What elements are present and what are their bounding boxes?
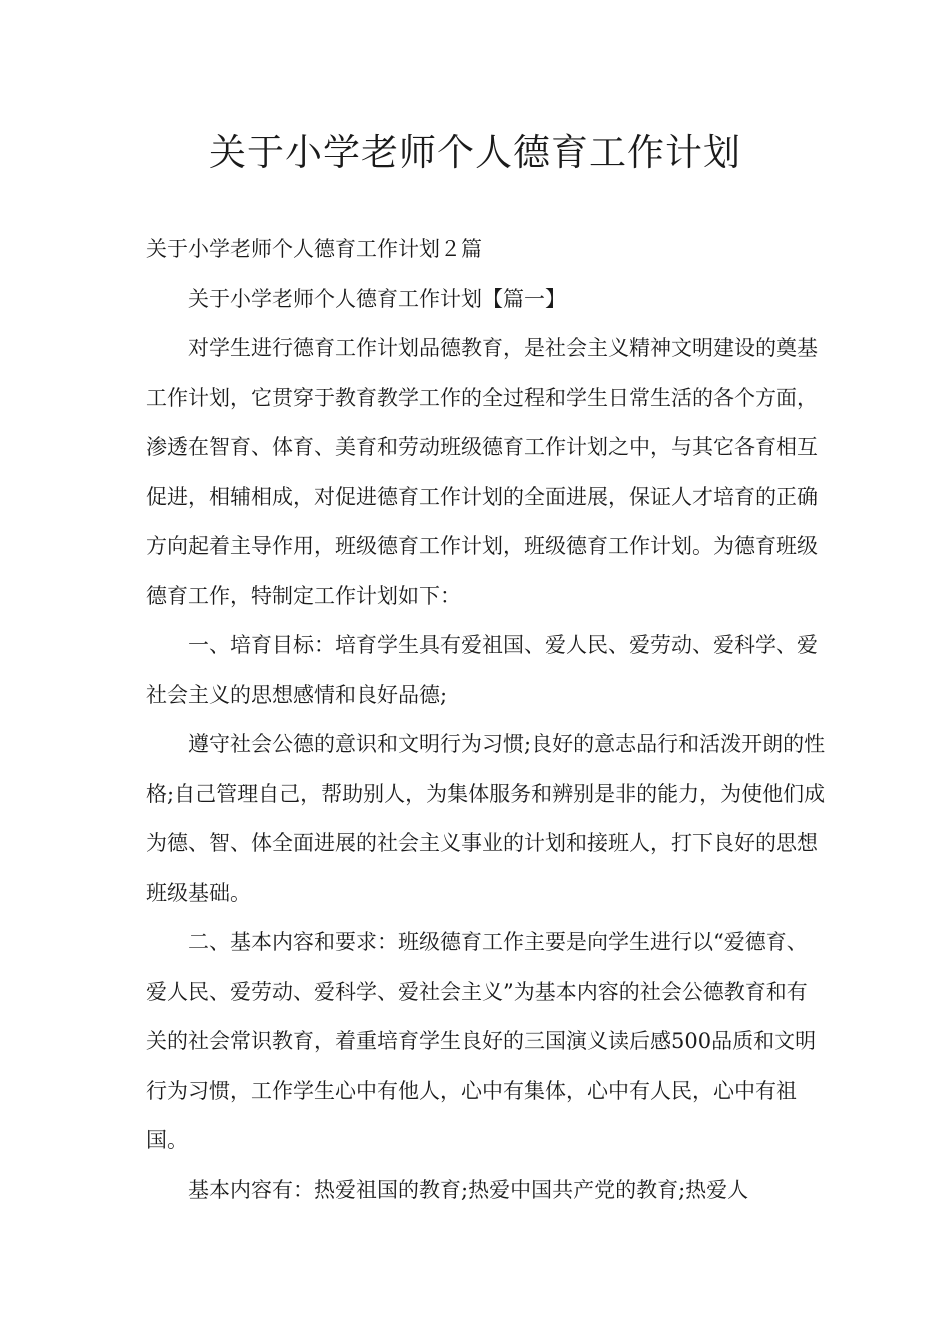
document-body — [146, 225, 826, 1215]
paragraph-content-requirements: 二、基本内容和要求：班级德育工作主要是向学生进行以“爱德育、爱人民、爱劳动、爱科学、爱社会主义”为基本内容的社会公德教育和有关的社会常识教育，着重培育学生良好的三国演义读后感500品质和文明行为习惯，工作学生心中有他人，心中有集体，心中有人民，心中有祖国。 — [146, 930, 817, 1152]
document-subtitle: 关于小学老师个人德育工作计划２篇 — [146, 237, 482, 261]
paragraph-habits: 遵守社会公德的意识和文明行为习惯;良好的意志品行和活泼开朗的性格;自己管理自己，帮助别人，为集体服务和辨别是非的能力，为使他们成为德、智、体全面进展的社会主义事业的计划和接班人，打下良好的思想班级基础。 — [146, 732, 826, 905]
paragraph-intro: 对学生进行德育工作计划品德教育，是社会主义精神文明建设的奠基工作计划，它贯穿于教育教学工作的全过程和学生日常生活的各个方面，渗透在智育、体育、美育和劳动班级德育工作计划之中，与其它各育相互促进，相辅相成，对促进德育工作计划的全面进展，保证人才培育的正确方向起着主导作用，班级德育工作计划，班级德育工作计划。为德育班级德育工作，特制定工作计划如下： — [146, 336, 818, 608]
document-title: 关于小学老师个人德育工作计划 — [209, 131, 741, 174]
paragraph-goal: 一、培育目标：培育学生具有爱祖国、爱人民、爱劳动、爱科学、爱社会主义的思想感情和良好品德; — [146, 633, 818, 707]
paragraph-basic-content: 基本内容有：热爱祖国的教育;热爱中国共产党的教育;热爱人 — [188, 1177, 749, 1202]
section-heading: 关于小学老师个人德育工作计划【篇一】 — [188, 286, 566, 311]
